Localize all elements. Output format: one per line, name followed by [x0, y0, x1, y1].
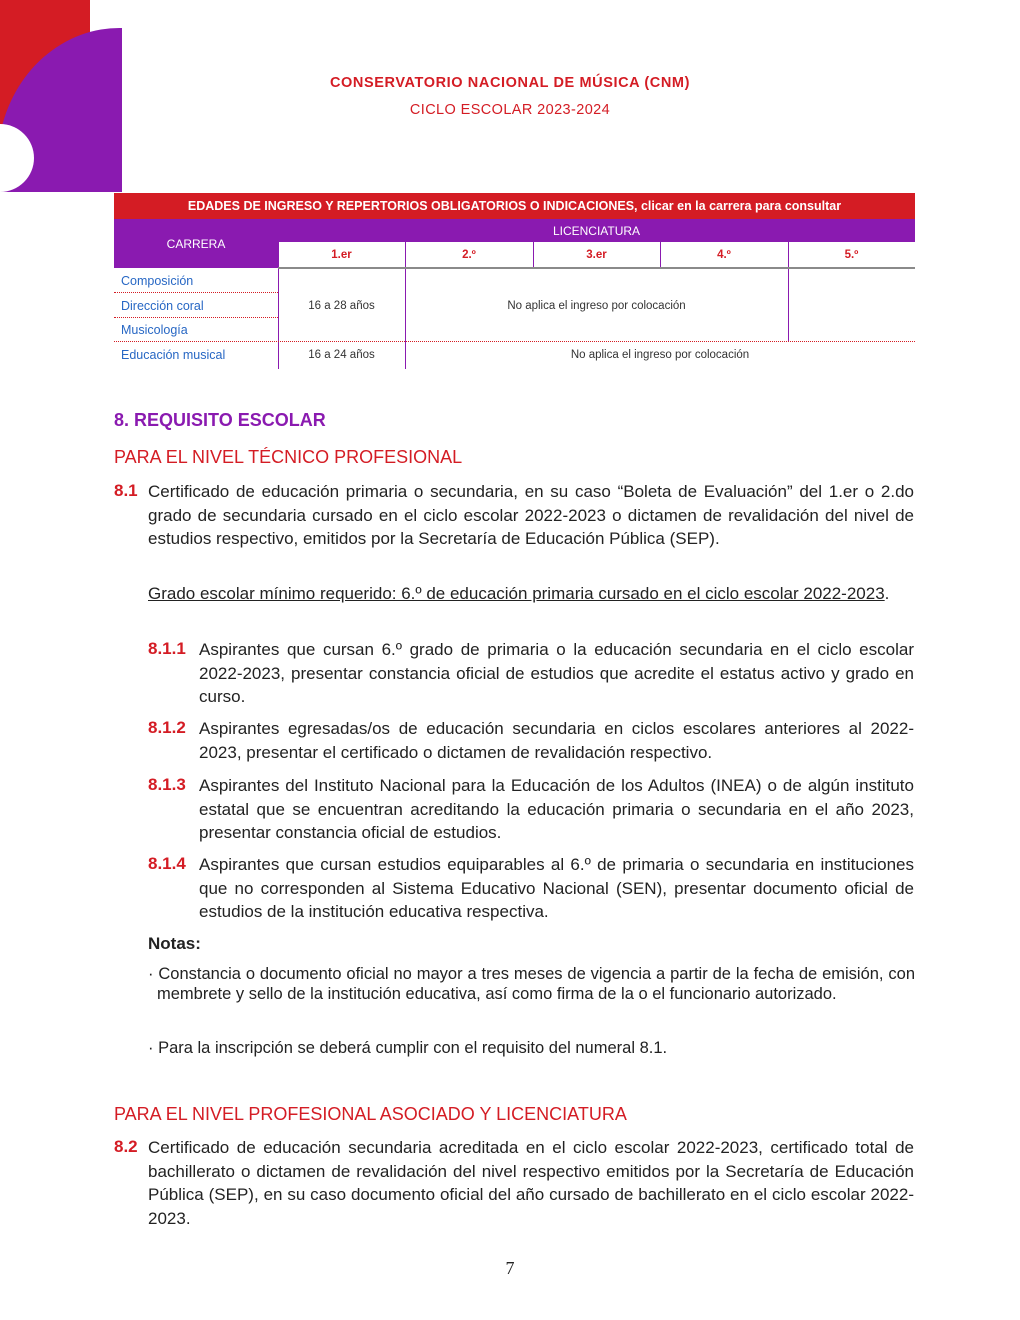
year-header-3: 3.er — [586, 249, 607, 261]
career-link-musicologia[interactable]: Musicología — [121, 323, 188, 337]
placement-note-cell: No aplica el ingreso por colocación — [507, 300, 686, 312]
table-title: EDADES DE INGRESO Y REPERTORIOS OBLIGATORIOS O INDICACIONES, clicar en la carrera para consultar — [114, 193, 915, 219]
paragraph-8-2: Certificado de educación secundaria acreditada en el ciclo escolar 2022-2023, certificado total de bachillerato o dictamen de revalidación del nivel respectivo emitidos por la Secretaría de Educación Pública (SEP), en su caso documento oficial del año cursado de bachillerato en el ciclo escolar 2022-2023. — [148, 1138, 914, 1228]
paragraph-8-1-2: Aspirantes egresadas/os de educación secundaria en ciclos escolares anteriores al 2022-2023, presentar el certificado o dictamen de revalidación respectivo. — [199, 719, 914, 762]
minimum-grade-requirement: Grado escolar mínimo requerido: 6.º de educación primaria cursado en el ciclo escolar 2022-2023. — [148, 584, 890, 603]
column-header-licenciatura: LICENCIATURA — [278, 219, 915, 242]
placement-note-cell: No aplica el ingreso por colocación — [570, 349, 750, 361]
age-range-cell: 16 a 28 años — [308, 300, 375, 312]
item-number: 8.1.3 — [148, 775, 186, 794]
page-header-title: CONSERVATORIO NACIONAL DE MÚSICA (CNM) — [329, 75, 691, 91]
item-number: 8.1.1 — [148, 639, 186, 658]
notes-label: Notas: — [148, 934, 201, 953]
item-number: 8.1.4 — [148, 854, 186, 873]
item-number: 8.1.2 — [148, 718, 186, 737]
year-header-4: 4.º — [717, 249, 731, 261]
page-number: 7 — [505, 1258, 515, 1278]
career-link-direccion-coral[interactable]: Dirección coral — [121, 299, 204, 313]
paragraph-8-1-1: Aspirantes que cursan 6.º grado de primaria o la educación secundaria en el ciclo escolar 2022-2023, presentar constancia oficial de estudios que acredite el estatus activo y grado en curso. — [199, 640, 914, 706]
paragraph-8-1: Certificado de educación primaria o secundaria, en su caso “Boleta de Evaluación” del 1.er o 2.do grado de secundaria cursado en el ciclo escolar 2022-2023 o dictamen de revalidación del nivel de estudios respectivo, emitidos por la Secretaría de Educación Pública (SEP). — [148, 482, 914, 548]
item-number: 8.2 — [114, 1137, 138, 1156]
column-header-carrera: CARRERA — [114, 219, 278, 268]
admission-ages-table — [114, 193, 915, 369]
paragraph-8-1-4: Aspirantes que cursan estudios equiparables al 6.º de primaria o secundaria en instituciones que no corresponden al Sistema Educativo Nacional (SEN), presentar documento oficial de estudios de la institución educativa respectiva. — [199, 855, 914, 921]
page-header-subtitle: CICLO ESCOLAR 2023-2024 — [409, 102, 611, 118]
corner-decoration — [0, 0, 122, 192]
section-heading: 8. REQUISITO ESCOLAR — [114, 410, 326, 430]
item-number: 8.1 — [114, 481, 138, 500]
year-header-5: 5.º — [844, 249, 859, 261]
age-range-cell: 16 a 24 años — [308, 349, 375, 361]
note-item: · Constancia o documento oficial no mayor a tres meses de vigencia a partir de la fecha de emisión, con membrete y sello de la institución educativa, así como firma de la o el funcionario autorizado. — [148, 965, 915, 1003]
subsection-heading-tecnico: PARA EL NIVEL TÉCNICO PROFESIONAL — [114, 447, 463, 467]
career-link-educacion-musical[interactable]: Educación musical — [121, 348, 226, 362]
note-item: · Para la inscripción se deberá cumplir con el requisito del numeral 8.1. — [148, 1039, 668, 1057]
subsection-heading-licenciatura: PARA EL NIVEL PROFESIONAL ASOCIADO Y LICENCIATURA — [114, 1104, 627, 1124]
year-header-1: 1.er — [331, 249, 352, 261]
career-link-composicion[interactable]: Composición — [121, 274, 194, 288]
paragraph-8-1-3: Aspirantes del Instituto Nacional para la Educación de los Adultos (INEA) o de algún instituto estatal que se encuentran acreditando la educación primaria o secundaria en el año 2023, presentar constancia oficial de estudios. — [199, 776, 914, 842]
year-header-2: 2.º — [462, 249, 476, 261]
